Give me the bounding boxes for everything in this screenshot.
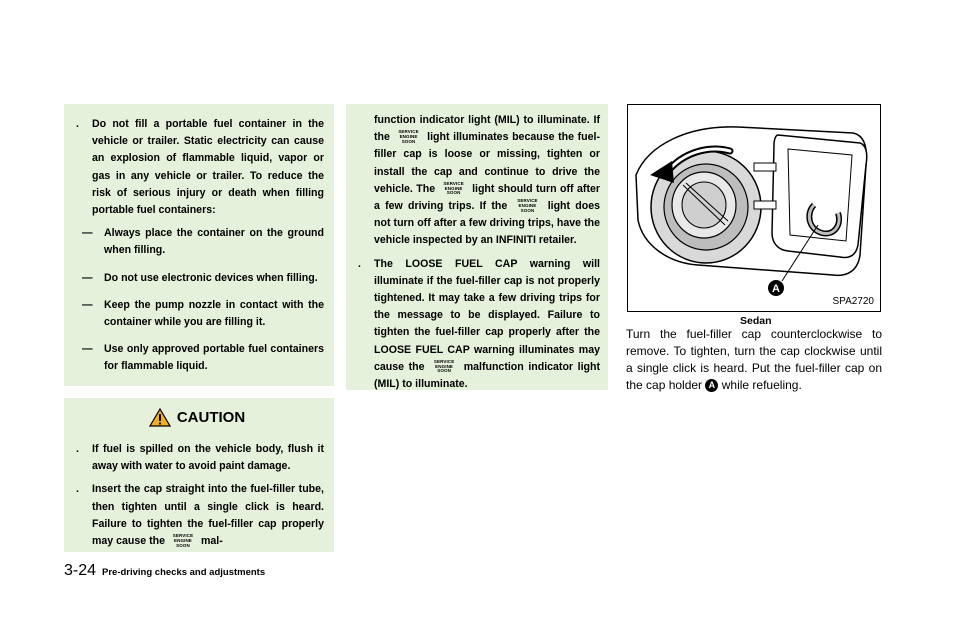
caution-bullet: . If fuel is spilled on the vehicle body, flush it away with water to avoid paint damage. (76, 443, 324, 473)
service-engine-soon-icon: SERVICE ENGINE SOON (433, 359, 455, 374)
warning-sub-item: — Always place the container on the ground when filling. (82, 227, 324, 257)
warning-bullet: . Do not fill a portable fuel container in the vehicle or trailer. Static electricity can cause an explosion of flammable liquid, vapor or gas in any vehicle or trailer. To reduce the risk of serious injury or death when filling portable fuel containers: (70, 116, 324, 219)
warning-text: function indicator light (MIL) to illuminate. If the SERVICE ENGINE SOON light illuminates because the fuel-filler cap is loose or missing, tighten or install the cap and continue to drive the vehicle. The SERVICE ENGINE SOON light should turn off after a few driving trips. If the SERVICE ENGINE SOON light does not turn off after a few driving trips, have the vehicle inspected by an INFINITI retailer. (374, 114, 601, 247)
caution-bullet: . Insert the cap straight into the fuel-filler tube, then tighten until a single click is heard. Failure to tighten the fuel-filler cap properly may cause the SERVICE ENGINE SOON mal- (76, 483, 324, 548)
service-engine-soon-icon: SERVICE ENGINE SOON (398, 129, 419, 144)
warning-bullet: . The LOOSE FUEL CAP warning will illuminate if the fuel-filler cap is not properly tightened. It may take a few driving trips for the message to be displayed. Failure to tighten the fuel-filler cap properly after the LOOSE FUEL CAP warning illuminates may cause the SERVICE ENGINE SOON malfunction indicator light (MIL) to illuminate. (358, 257, 600, 391)
fuel-filler-cap-illustration (628, 105, 879, 310)
figure-code: SPA2720 (832, 296, 874, 307)
warning-text: Do not fill a portable fuel container in the vehicle or trailer. Static electricity can cause an explosion of flammable liquid, vapor or gas in any vehicle or trailer. To reduce the risk of serious injury or death when filling portable fuel containers: (92, 118, 324, 217)
warning-panel-left (64, 104, 334, 386)
warning-sub-item: — Do not use electronic devices when filling. (82, 271, 318, 284)
figure-caption: Sedan (740, 315, 772, 327)
caution-heading (70, 408, 324, 427)
warning-sub-item: — Use only approved portable fuel containers for flammable liquid. (82, 343, 324, 373)
figure-label-a: A (772, 283, 780, 295)
body-paragraph: Turn the fuel-filler cap counterclockwise to remove. To tighten, turn the cap clockwise until a single click is heard. Put the fuel-filler cap on the cap holder A while refueling. (626, 327, 882, 392)
caution-panel (64, 398, 334, 552)
service-engine-soon-icon: SERVICE ENGINE SOON (517, 198, 538, 213)
caution-title: CAUTION (176, 408, 246, 426)
warning-triangle-icon (149, 408, 171, 427)
service-engine-soon-icon: SERVICE ENGINE SOON (443, 181, 464, 196)
fuel-filler-figure (627, 104, 881, 312)
service-engine-soon-icon: SERVICE ENGINE SOON (172, 533, 194, 548)
warning-sub-item: — Keep the pump nozzle in contact with the container while you are filling it. (82, 298, 324, 329)
page-number: 3-24 (64, 562, 97, 579)
warning-panel-middle (346, 104, 608, 390)
section-title: Pre-driving checks and adjustments (102, 567, 266, 578)
callout-a-icon: A (705, 379, 718, 392)
